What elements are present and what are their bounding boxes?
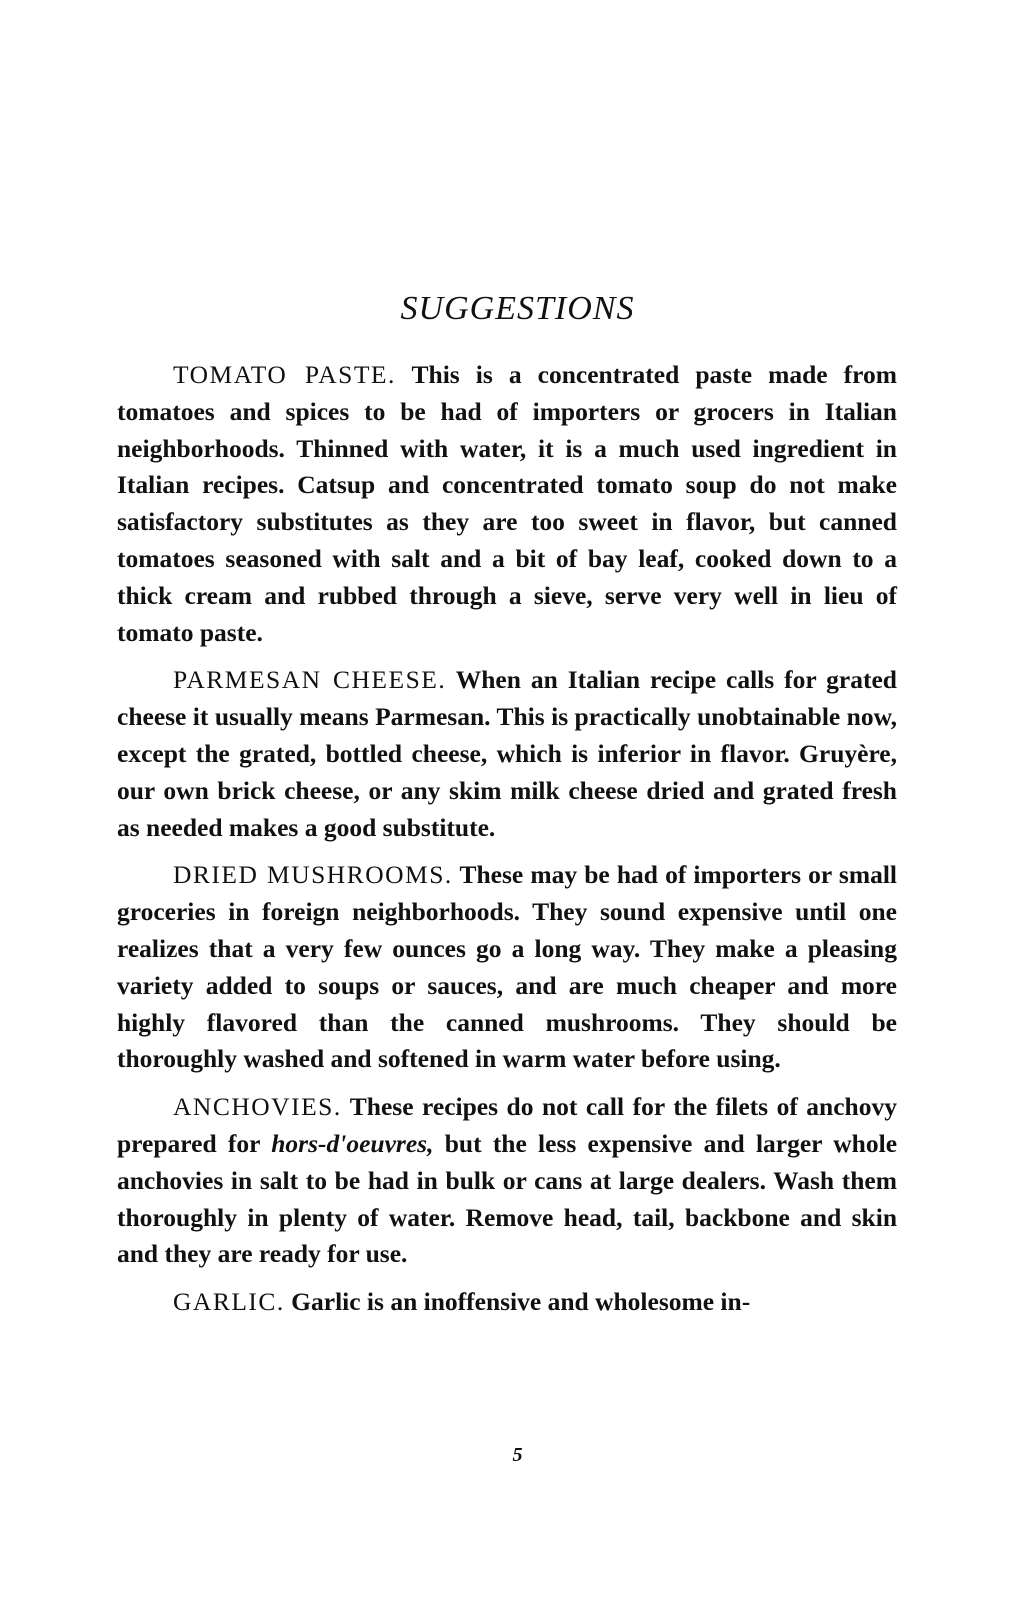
entry-heading: DRIED MUSHROOMS. — [173, 860, 453, 890]
entry-anchovies — [117, 1089, 897, 1273]
entry-text: These may be had of importers or small groceries in foreign neighborhoods. They sound expensive until one realizes that a very few ounces go a long way. They make a pleasing variety added to soups or sauces, and are much cheaper and more highly flavored than the canned mushrooms. They should be thoroughly washed and softened in warm water before using. — [117, 860, 897, 1074]
entry-parmesan-cheese — [117, 662, 897, 846]
entry-text: These recipes do not call for the filets of anchovy prepared for — [117, 1092, 897, 1158]
page-number: 5 — [512, 1444, 523, 1466]
page-body — [117, 357, 897, 1332]
entry-italic-term: hors-d'oeuvres, — [271, 1128, 434, 1158]
entry-text: Garlic is an inoffensive and wholesome in- — [291, 1287, 751, 1317]
entry-text: This is a concentrated paste made from tomatoes and spices to be had of importers or grocers in Italian neighborhoods. Thinned with water, it is a much used ingredient in Italian recipes. Catsup and concentrated tomato soup do not make satisfactory substitutes as they are too sweet in flavor, but canned tomatoes seasoned with salt and a bit of bay leaf, cooked down to a thick cream and rubbed through a sieve, serve very well in lieu of tomato paste. — [117, 360, 898, 647]
entry-garlic — [117, 1284, 897, 1321]
page-title: SUGGESTIONS — [400, 290, 635, 327]
entry-heading: PARMESAN CHEESE. — [173, 665, 447, 695]
entry-heading: GARLIC. — [173, 1287, 285, 1317]
entry-tomato-paste — [117, 357, 897, 651]
entry-text: When an Italian recipe calls for grated cheese it usually means Parmesan. This is practically unobtainable now, except the grated, bottled cheese, which is inferior in flavor. Gruyère, our own brick cheese, or any skim milk cheese dried and grated fresh as needed makes a good substitute. — [117, 665, 897, 842]
entry-heading: ANCHOVIES. — [173, 1092, 342, 1122]
entry-dried-mushrooms — [117, 857, 897, 1078]
entry-heading: TOMATO PASTE. — [173, 360, 396, 389]
entry-text: but the less expensive and larger whole anchovies in salt to be had in bulk or cans at large dealers. Wash them thoroughly in plenty of water. Remove head, tail, backbone and skin and they are ready for use. — [117, 1128, 898, 1269]
